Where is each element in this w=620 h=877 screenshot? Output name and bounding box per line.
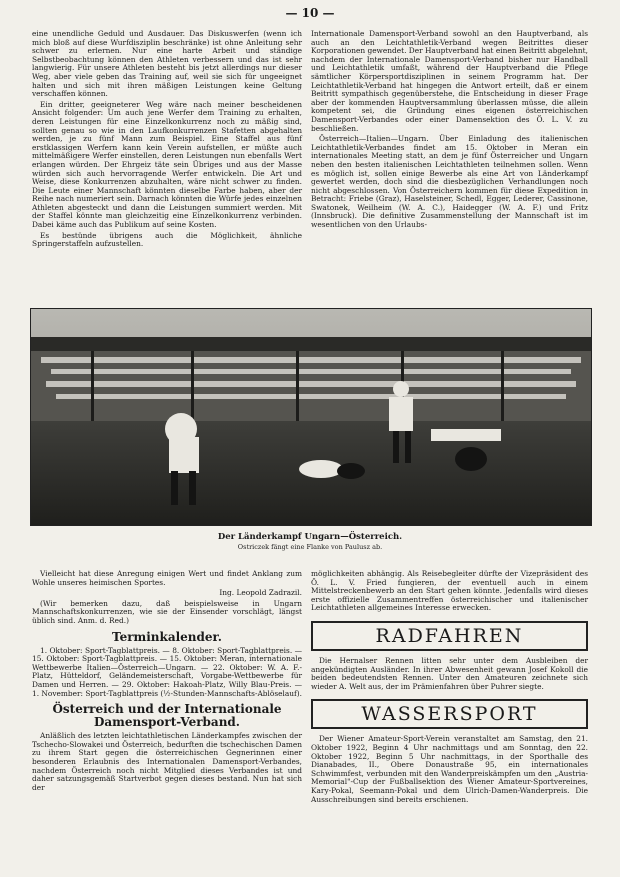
article-discus-column — [32, 30, 302, 251]
paragraph: Österreich—Italien—Ungarn. Über Einladung des italienischen Leichtathletik-Verbandes findet am 15. Oktober in Meran ein internationales Meeting statt, an dem je fünf Österreicher und Ungarn neben den besten italienischen Leichtathleten teilnehmen sollen. Wenn es möglich ist, sollen einige Bewerbe als eine Art von Länderkampf gewertet werden, doch sind die diesbezüglichen Verhandlungen noch nicht abgeschlossen. Von Österreichern kommen für diese Expedition in Betracht: Friebe (Graz), Haselsteiner, Schedl, Egger, Lederer, Cassinone, Swatonek, Weilheim (W. A. C.), Haidegger (W. A. F.) und Fritz (Innsbruck). Die definitive Zusammenstellung der Mannschaft ist im wesentlichen von den Urlaubs- — [311, 134, 588, 230]
caption-subtitle: Ostriczek fängt eine Flanke von Paulusz ab. — [237, 543, 383, 551]
editor-note: (Wir bemerken dazu, daß beispielsweise in Ungarn Mannschaftskonkurrenzen, wie sie der Einsender vorschlägt, längst üblich sind. Anm. d. Red.) — [32, 598, 302, 625]
radfahren-heading: RADFAHREN — [311, 621, 588, 651]
damensport-text: Anläßlich des letzten leichtathletischen Länderkampfes zwischen der Tschecho-Slowakei und Österreich, bedurften die tschechischen Damen zu ihrem Start gegen die österreichischen Gegnerinnen einer besonderen Erlaubnis des Internationalen Damensport-Verbandes, nachdem Österreich noch nicht Mitglied dieses Verbandes ist und daher satzungsgemäß Startverbot gegen dieses bestand. Nun hat sich der — [32, 731, 302, 792]
paragraph: Vielleicht hat diese Anregung einigen Wert und findet Anklang zum Wohle unseres heimischen Sportes. — [32, 569, 302, 587]
photo-image — [31, 309, 591, 525]
author-signature: Ing. Leopold Zadrazil. — [219, 588, 302, 598]
damensport-heading: Österreich und der Internationale Damensport-Verband. — [52, 702, 282, 730]
wassersport-heading: WASSERSPORT — [311, 699, 588, 729]
paragraph: Internationale Damensport-Verband sowohl an den Hauptverband, als auch an den Leichtathletik-Verband wegen Beitrittes dieser Korporationen gewendet. Der Hauptverband hat einen Beitritt abgelehnt, nachdem der Internationale Damensport-Verband bisher nur Handball und Leichtathletik umfaßt, während der Hauptverband die Pflege sämtlicher Körpersportdisziplinen in seinem Programm hat. Der Leichtathletik-Verband hat hingegen die Antwort erteilt, daß er einem Beitritt sympathisch gegenüberstehe, die Entscheidung in dieser Frage aber der kommenden Hauptversammlung überlassen müsse, die allein kompetent sei, die Gründung eines eigenen österreichischen Damensport-Verbandes oder einer Damensektion des Ö. L. V. zu beschließen. — [311, 29, 588, 133]
article-damensport-continued-column — [311, 30, 588, 232]
radfahren-text: Die Hernalser Rennen litten sehr unter dem Ausbleiben der angekündigten Ausländer. In ihrer Abwesenheit gewann Josef Kokoll die beiden bedeutendsten Rennen. Unter den Amateuren zeichnete sich wieder A. Welt aus, der im Prämienfahren über Puhrer siegte. — [311, 655, 588, 691]
paragraph: eine unendliche Geduld und Ausdauer. Das Diskuswerfen (wenn ich mich bloß auf diese Wurfdisziplin beschränke) ist ohne Anleitung sehr schwer zu erlernen. Nur eine harte Arbeit und ständige Selbstbeobachtung können den Athleten verbessern und das ist sehr langwierig. Für unsere Athleten besteht bis jetzt allerdings nur dieser Weg, aber viele geben das Training auf, weil sie sich für ungeeignet halten und sich mit ihren mäßigen Leistungen keine Geltung verschaffen können. — [32, 29, 302, 99]
page-number: — 10 — — [285, 6, 335, 20]
terminkalender-heading: Terminkalender. — [112, 629, 222, 644]
photo-caption — [30, 532, 590, 551]
paragraph: möglichkeiten abhängig. Als Reisebegleiter dürfte der Vizepräsident des Ö. L. V. Fried fungieren, der eventuell auch in einem Mittelstreckenbewerb an den Start gehen könnte. Jedenfalls wird dieses erste offizielle Zusammentreffen österreichischer und italienischer Leichtathleten allgemeines Interesse erwecken. — [311, 569, 588, 613]
right-bottom-column — [311, 570, 588, 806]
paragraph: Es bestünde übrigens auch die Möglichkeit, ähnliche Springerstaffeln aufzustellen. — [32, 230, 302, 249]
paragraph: Ein dritter, geeigneterer Weg wäre nach meiner bescheidenen Ansicht folgender: Um auch jene Werfer dem Training zu erhalten, deren Leistungen für eine Einzelkonkurrenz noch zu mäßig sind, sollten genau so wie in den Laufkonkurrenzen Stafetten abgehalten werden, je zu fünf Mann zum Beispiel. Eine Staffel aus fünf erstklassigen Werfern kann kein Verein aufstellen, er müßte auch mittelmäßigere Werfer einstellen, deren Leistungen nun ebenfalls Wert erlangen würden. Der Ehrgeiz täte sein Übriges und aus der Masse würden sich auch hervorragende Werfer entwickeln. Die Art und Weise, diese Konkurrenzen abzuhalten, wäre nicht schwer zu finden. Die Leute einer Mannschaft könnten dieselbe Farbe haben, aber der Reihe nach numeriert sein. Darnach könnten die Würfe jedes einzelnen Athleten abgesteckt und dann die Leistungen summiert werden. Mit der Staffel könnte man gleichzeitig eine Einzelkonkurrenz verbinden. Dabei käme auch das Publikum auf seine Kosten. — [32, 99, 302, 230]
left-bottom-column — [32, 570, 302, 794]
caption-title: Der Länderkampf Ungarn—Österreich. — [217, 532, 403, 542]
terminkalender-text: 1. Oktober: Sport-Tagblattpreis. — 8. Oktober: Sport-Tagblattpreis. — 15. Oktober: Sport-Tagblattpreis. — 15. Oktober: Meran, internationale Wettbewerbe Italien—Österreich—Ungarn. — 22. Oktober: W. A. F.-Platz, Hütteldorf, Geländemeisterschaft, Vorgabe-Wettbewerbe für Damen und Herren. — 29. Oktober: Hakoah-Platz, Willy Blau-Preis. — 1. November: Sport-Tagblattpreis (½-Stunden-Mannschafts-Ablöselauf). — [32, 645, 302, 698]
football-match-photo — [30, 308, 592, 526]
wassersport-text: Der Wiener Amateur-Sport-Verein veranstaltet am Samstag, den 21. Oktober 1922, Beginn 4 Uhr nachmittags und am Sonntag, den 22. Oktober 1922, Beginn 5 Uhr nachmittags, in der Sporthalle des Dianabades, II., Obere Donaustraße 95, ein internationales Schwimmfest, verbunden mit den Wanderpreiskämpfen um den „Austria-Memorial"-Cup der Fußballsektion des Wiener Amateur-Sportvereines, Kary-Pokal, Seemann-Pokal und dem Ulrich-Damen-Wanderpreis. Die Ausschreibungen sind bereits erschienen. — [311, 734, 588, 804]
